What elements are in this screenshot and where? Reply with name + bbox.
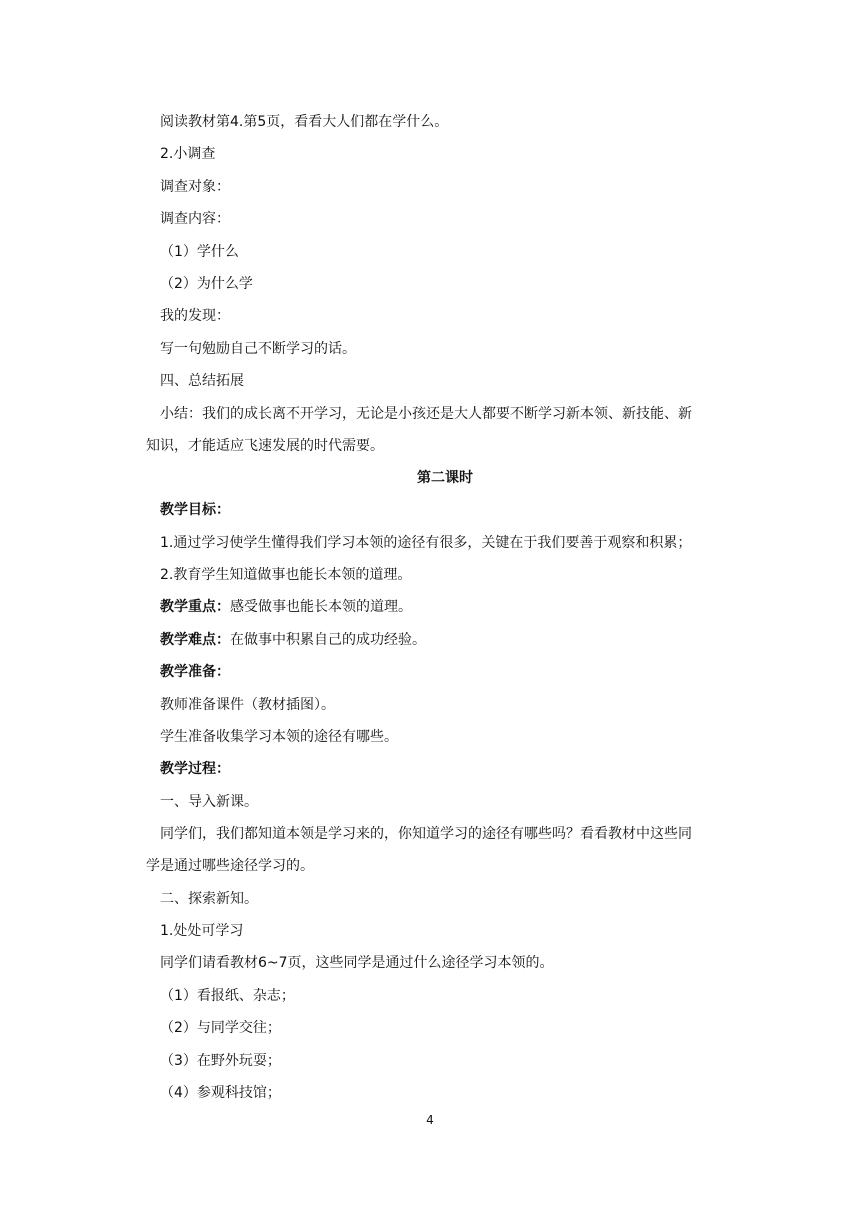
paragraph: 四、总结拓展	[160, 373, 244, 390]
paragraph: （1）学什么	[160, 243, 239, 260]
paragraph: （2）为什么学	[160, 275, 253, 292]
summary-paragraph	[146, 404, 730, 456]
difficulty-label: 教学难点：	[160, 631, 230, 648]
key-point-label: 教学重点：	[160, 599, 230, 616]
difficulty-text: 在做事中积累自己的成功经验。	[230, 631, 426, 648]
intro-line-2: 学是通过哪些途径学习的。	[146, 858, 314, 875]
paragraph: 调查内容：	[160, 211, 230, 228]
process-step: 二、探索新知。	[160, 890, 258, 907]
list-item: （4）参观科技馆；	[160, 1084, 281, 1101]
page-content	[146, 112, 730, 1115]
key-point	[160, 597, 730, 617]
paragraph: 2.小调查	[160, 146, 216, 163]
paragraph: 我的发现：	[160, 308, 230, 325]
goal-item: 2.教育学生知道做事也能长本领的道理。	[160, 567, 412, 584]
goal-item: 1.通过学习使学生懂得我们学习本领的途径有很多，关键在于我们要善于观察和积累；	[160, 534, 692, 551]
paragraph: 调查对象：	[160, 178, 230, 195]
prep-item: 学生准备收集学习本领的途径有哪些。	[160, 729, 398, 746]
paragraph: 阅读教材第4.第5页，看看大人们都在学什么。	[160, 114, 449, 130]
difficulty	[160, 630, 730, 650]
process-subheading: 1.处处可学习	[160, 922, 244, 939]
process-label: 教学过程：	[160, 761, 230, 778]
process-step: 一、导入新课。	[160, 793, 258, 810]
intro-line-1: 同学们，我们都知道本领是学习来的，你知道学习的途径有哪些吗？看看教材中这些同	[160, 826, 692, 843]
summary-line-1: 小结：我们的成长离不开学习，无论是小孩还是大人都要不断学习新本领、新技能、新	[160, 405, 692, 422]
key-point-text: 感受做事也能长本领的道理。	[230, 599, 412, 616]
goals-label: 教学目标：	[160, 502, 230, 519]
process-text: 同学们请看教材6~7页，这些同学是通过什么途径学习本领的。	[160, 955, 554, 972]
page-number: 4	[426, 1113, 434, 1127]
prep-item: 教师准备课件（教材插图）。	[160, 696, 335, 713]
list-item: （1）看报纸、杂志；	[160, 987, 295, 1004]
intro-paragraph	[146, 824, 730, 876]
list-item: （3）在野外玩耍；	[160, 1052, 281, 1069]
section-title: 第二课时	[417, 469, 473, 486]
prep-label: 教学准备：	[160, 664, 230, 681]
list-item: （2）与同学交往；	[160, 1020, 281, 1037]
paragraph: 写一句勉励自己不断学习的话。	[160, 340, 356, 357]
summary-line-2: 知识，才能适应飞速发展的时代需要。	[146, 437, 384, 454]
